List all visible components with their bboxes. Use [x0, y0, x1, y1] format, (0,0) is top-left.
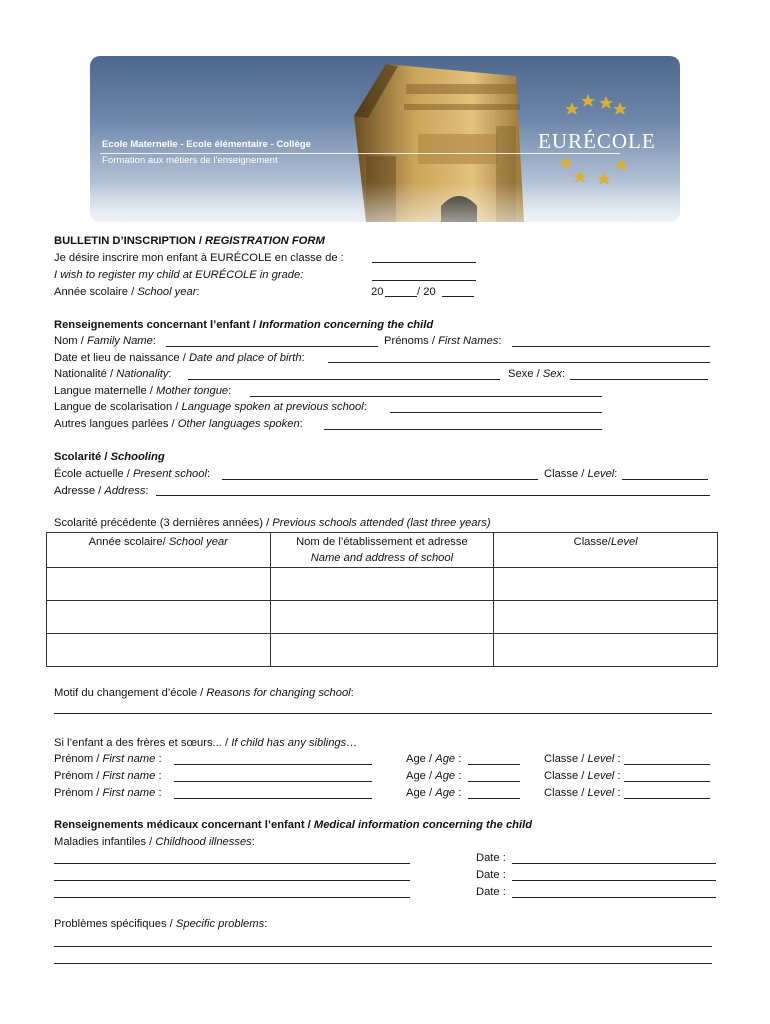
medical-heading: Renseignements médicaux concernant l’enfant / Medical information concerning the child	[54, 819, 533, 831]
enrol-line-en: I wish to register my child at EURÉCOLE in grade:	[54, 269, 304, 281]
table-cell[interactable]	[270, 601, 494, 634]
illness-date-field-3[interactable]	[512, 897, 716, 898]
school-language-label: Langue de scolarisation / Language spoken at previous school:	[54, 401, 367, 413]
sex-label: Sexe / Sex:	[508, 368, 566, 380]
nationality-label: Nationalité / Nationality:	[54, 368, 172, 380]
family-name-label: Nom / Family Name:	[54, 335, 156, 347]
sibling-1-age-field[interactable]	[468, 764, 520, 765]
family-name-field[interactable]	[166, 346, 378, 347]
reason-field[interactable]	[54, 713, 712, 714]
sibling-3-first-name-label: Prénom / First name :	[54, 787, 162, 799]
illness-date-label-1: Date :	[476, 852, 506, 864]
schooling-heading: Scolarité / Schooling	[54, 451, 165, 463]
address-field[interactable]	[156, 495, 710, 496]
table-cell[interactable]	[494, 634, 718, 667]
col-school-name: Nom de l’établissement et adresse Name and address of school	[270, 533, 494, 568]
table-row	[47, 601, 718, 634]
present-school-field[interactable]	[222, 479, 538, 480]
birth-label: Date et lieu de naissance / Date and place of birth:	[54, 352, 305, 364]
present-level-field[interactable]	[622, 479, 708, 480]
illness-date-label-3: Date :	[476, 886, 506, 898]
enrol-line-fr: Je désire inscrire mon enfant à EURÉCOLE en classe de :	[54, 252, 344, 264]
sibling-2-level-label: Classe / Level :	[544, 770, 621, 782]
other-languages-label: Autres langues parlées / Other languages spoken:	[54, 418, 303, 430]
other-languages-field[interactable]	[324, 429, 602, 430]
sibling-1-level-field[interactable]	[624, 764, 710, 765]
present-level-label: Classe / Level:	[544, 468, 618, 480]
school-year-label: Année scolaire / School year:	[54, 286, 200, 298]
sex-field[interactable]	[570, 379, 708, 380]
sibling-1-first-name-label: Prénom / First name :	[54, 753, 162, 765]
sibling-1-age-label: Age / Age :	[406, 753, 462, 765]
mother-tongue-field[interactable]	[250, 396, 602, 397]
sibling-1-first-name-field[interactable]	[174, 764, 372, 765]
previous-schools-caption: Scolarité précédente (3 dernières années) / Previous schools attended (last three years)	[54, 517, 491, 529]
table-cell[interactable]	[47, 601, 271, 634]
sibling-1-level-label: Classe / Level :	[544, 753, 621, 765]
form-title-en: REGISTRATION FORM	[205, 235, 325, 247]
table-cell[interactable]	[47, 634, 271, 667]
illness-field-1[interactable]	[54, 863, 410, 864]
form-title-fr: BULLETIN D’INSCRIPTION /	[54, 235, 206, 247]
school-year-end-prefix: / 20	[417, 286, 436, 298]
school-year-end-field[interactable]	[442, 296, 474, 297]
sibling-3-level-field[interactable]	[624, 798, 710, 799]
col-level: Classe/Level	[494, 533, 718, 568]
sibling-2-age-field[interactable]	[468, 781, 520, 782]
formation-text: Formation aux métiers de l'enseignement	[102, 155, 278, 166]
form-title	[54, 234, 325, 248]
first-names-field[interactable]	[512, 346, 710, 347]
table-cell[interactable]	[494, 568, 718, 601]
specific-problems-label: Problèmes spécifiques / Specific problems:	[54, 918, 268, 930]
grade-field-2[interactable]	[372, 280, 476, 281]
sibling-2-age-label: Age / Age :	[406, 770, 462, 782]
birth-field[interactable]	[328, 362, 710, 363]
table-row	[47, 634, 718, 667]
sibling-3-age-field[interactable]	[468, 798, 520, 799]
school-levels-text: Ecole Maternelle - Ecole élémentaire - Collège	[102, 139, 312, 150]
specific-problems-field-1[interactable]	[54, 946, 712, 947]
illness-field-3[interactable]	[54, 897, 410, 898]
eurecole-logo: EURÉCOLE	[538, 129, 656, 153]
table-cell[interactable]	[270, 634, 494, 667]
sibling-3-first-name-field[interactable]	[174, 798, 372, 799]
sibling-2-level-field[interactable]	[624, 781, 710, 782]
childhood-illnesses-label: Maladies infantiles / Childhood illnesses:	[54, 836, 255, 848]
illness-date-field-1[interactable]	[512, 863, 716, 864]
nationality-field[interactable]	[188, 379, 500, 380]
table-row	[47, 568, 718, 601]
previous-schools-table	[46, 532, 718, 667]
illness-date-field-2[interactable]	[512, 880, 716, 881]
school-year-start-prefix: 20	[371, 286, 384, 298]
table-cell[interactable]	[494, 601, 718, 634]
present-school-label: École actuelle / Present school:	[54, 468, 211, 480]
sibling-3-level-label: Classe / Level :	[544, 787, 621, 799]
col-school-year: Année scolaire/ School year	[47, 533, 271, 568]
siblings-intro: Si l’enfant a des frères et sœurs... / If child has any siblings…	[54, 737, 358, 749]
illness-date-label-2: Date :	[476, 869, 506, 881]
table-header-row	[47, 533, 718, 568]
illness-field-2[interactable]	[54, 880, 410, 881]
mother-tongue-label: Langue maternelle / Mother tongue:	[54, 385, 232, 397]
address-label: Adresse / Address:	[54, 485, 149, 497]
grade-field[interactable]	[372, 262, 476, 263]
specific-problems-field-2[interactable]	[54, 963, 712, 964]
child-info-heading: Renseignements concernant l’enfant / Information concerning the child	[54, 319, 434, 331]
first-names-label: Prénoms / First Names:	[384, 335, 502, 347]
school-year-start-field[interactable]	[385, 296, 417, 297]
reason-label: Motif du changement d’école / Reasons for changing school:	[54, 687, 354, 699]
header-banner	[90, 56, 680, 222]
table-cell[interactable]	[47, 568, 271, 601]
school-language-field[interactable]	[390, 412, 602, 413]
sibling-2-first-name-label: Prénom / First name :	[54, 770, 162, 782]
sibling-3-age-label: Age / Age :	[406, 787, 462, 799]
sibling-2-first-name-field[interactable]	[174, 781, 372, 782]
table-cell[interactable]	[270, 568, 494, 601]
